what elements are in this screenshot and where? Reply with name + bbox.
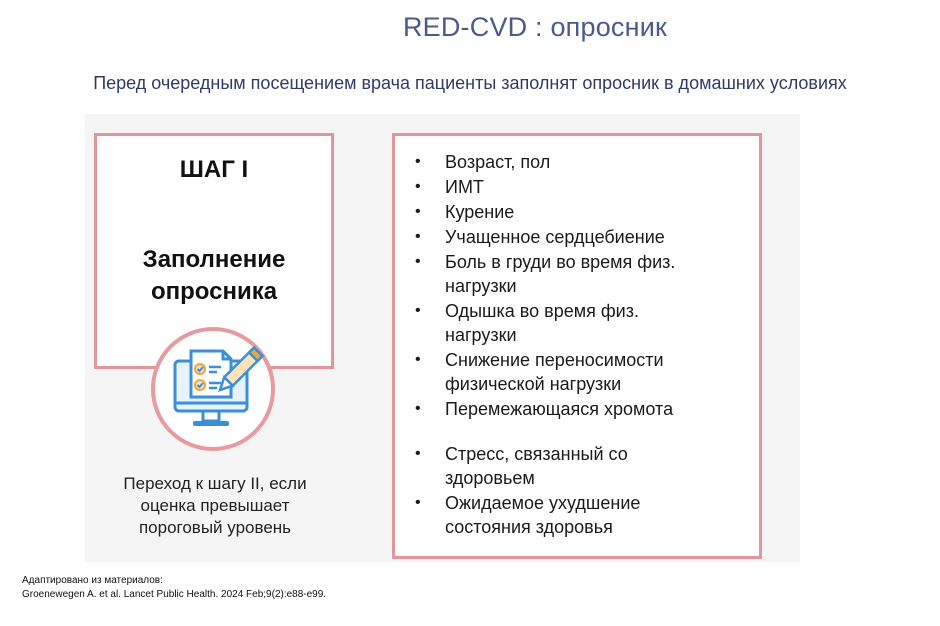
transition-note bbox=[95, 473, 335, 539]
criteria-item: • ИМТ bbox=[413, 175, 748, 199]
criteria-list bbox=[413, 150, 748, 540]
transition-note-line-3: пороговый уровень bbox=[138, 518, 292, 537]
criteria-item: • Стресс, связанный со здоровьем bbox=[413, 442, 748, 490]
criteria-item: • Учащенное сердцебиение bbox=[413, 225, 748, 249]
criteria-item: • Ожидаемое ухудшение состояния здоровья bbox=[413, 491, 748, 539]
step-label: ШАГ I bbox=[179, 156, 249, 183]
transition-note-line-2: оценка превышает bbox=[140, 496, 290, 515]
step-name-line-2: опросника bbox=[150, 278, 278, 305]
step-name-line-1: Заполнение bbox=[142, 246, 286, 273]
source-note-citation: Groenewegen A. et al. Lancet Public Health. 2024 Feb;9(2):e88-e99. bbox=[22, 589, 327, 600]
criteria-item: • Боль в груди во время физ. нагрузки bbox=[413, 250, 748, 298]
criteria-item: • Возраст, пол bbox=[413, 150, 748, 174]
checklist-monitor-pencil-icon bbox=[165, 339, 265, 439]
source-note bbox=[22, 574, 326, 602]
transition-note-line-1: Переход к шагу II, если bbox=[123, 474, 307, 493]
source-note-line-1: Адаптировано из материалов: bbox=[22, 575, 163, 586]
criteria-item: • Перемежающаяся хромота bbox=[413, 397, 748, 421]
criteria-item: • Курение bbox=[413, 200, 748, 224]
criteria-card bbox=[392, 133, 762, 559]
slide-title: RED-CVD : опросник bbox=[402, 12, 668, 42]
criteria-item: • Одышка во время физ. нагрузки bbox=[413, 299, 748, 347]
icon-circle bbox=[151, 327, 275, 451]
step-name bbox=[97, 244, 331, 308]
slide-subtitle: Перед очередным посещением врача пациенты заполнят опросник в домашних условиях bbox=[93, 73, 847, 93]
criteria-item: • Снижение переносимости физической нагрузки bbox=[413, 348, 748, 396]
